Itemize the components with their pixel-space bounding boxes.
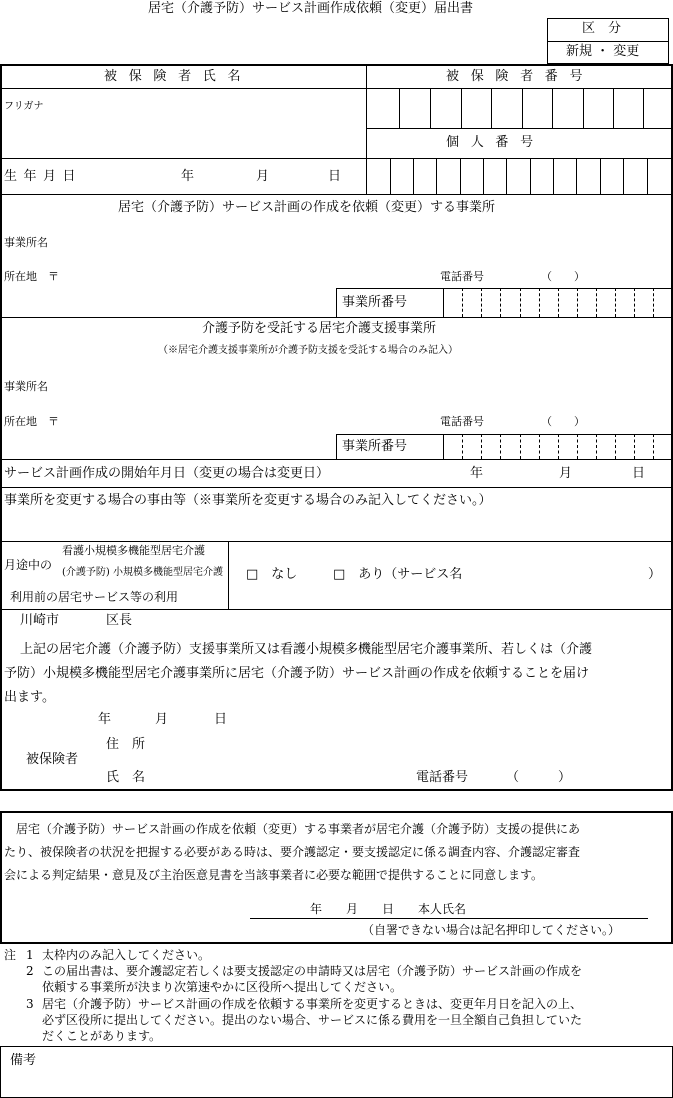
office1-address-label: 所在地 〒 [4,270,59,283]
start-date-label: サービス計画作成の開始年月日（変更の場合は変更日） [4,466,330,481]
office2-address-label: 所在地 〒 [4,415,59,428]
office1-phone-label: 電話番号 [440,270,484,283]
consent-sign-note: （自署できない場合は記名押印してください。） [362,923,621,937]
form-title: 居宅（介護予防）サービス計画作成依頼（変更）届出書 [148,1,474,16]
signer-name-label: 氏 名 [106,770,146,785]
insured-number-header: 被保険者番号 [446,69,595,84]
office1-number-label: 事業所番号 [342,295,408,310]
signer-phone-label: 電話番号 [416,770,469,785]
personal-number-header: 個人番号 [446,135,545,150]
office2-phone-label: 電話番号 [440,415,484,428]
remarks-box[interactable] [0,1046,673,1098]
insured-label: 被保険者 [26,752,79,767]
office1-name-label: 事業所名 [4,236,48,249]
birth-date-label: 生年月日 [4,169,83,184]
remarks-label: 備考 [10,1053,37,1068]
office2-name-label: 事業所名 [4,380,48,393]
option-yes-checkbox[interactable]: □ あり（サービス名 [333,567,463,582]
address-label: 住 所 [106,737,146,752]
addressee-title: 区長 [106,613,133,628]
consent-sign-line: 年 月 日 本人氏名 [310,902,467,916]
insured-name-header: 被保険者氏名 [104,69,253,84]
addressee-city: 川崎市 [20,613,60,628]
category-label: 区 分 [582,21,622,36]
option-none-checkbox[interactable]: □ なし [246,567,298,582]
reason-label: 事業所を変更する場合の事由等（※事業所を変更する場合のみ記入してください。） [4,493,492,508]
office2-number-label: 事業所番号 [342,439,408,454]
office2-note: （※居宅介護支援事業所が介護予防支援を受託する場合のみ記入） [158,345,458,356]
midmonth-label: 月途中の [4,558,53,572]
furigana-label: フリガナ [4,101,44,112]
office1-header: 居宅（介護予防）サービス計画の作成を依頼（変更）する事業所 [118,200,496,215]
category-value: 新規 ・ 変更 [566,44,640,59]
office2-header: 介護予防を受託する居宅介護支援事業所 [202,321,437,336]
